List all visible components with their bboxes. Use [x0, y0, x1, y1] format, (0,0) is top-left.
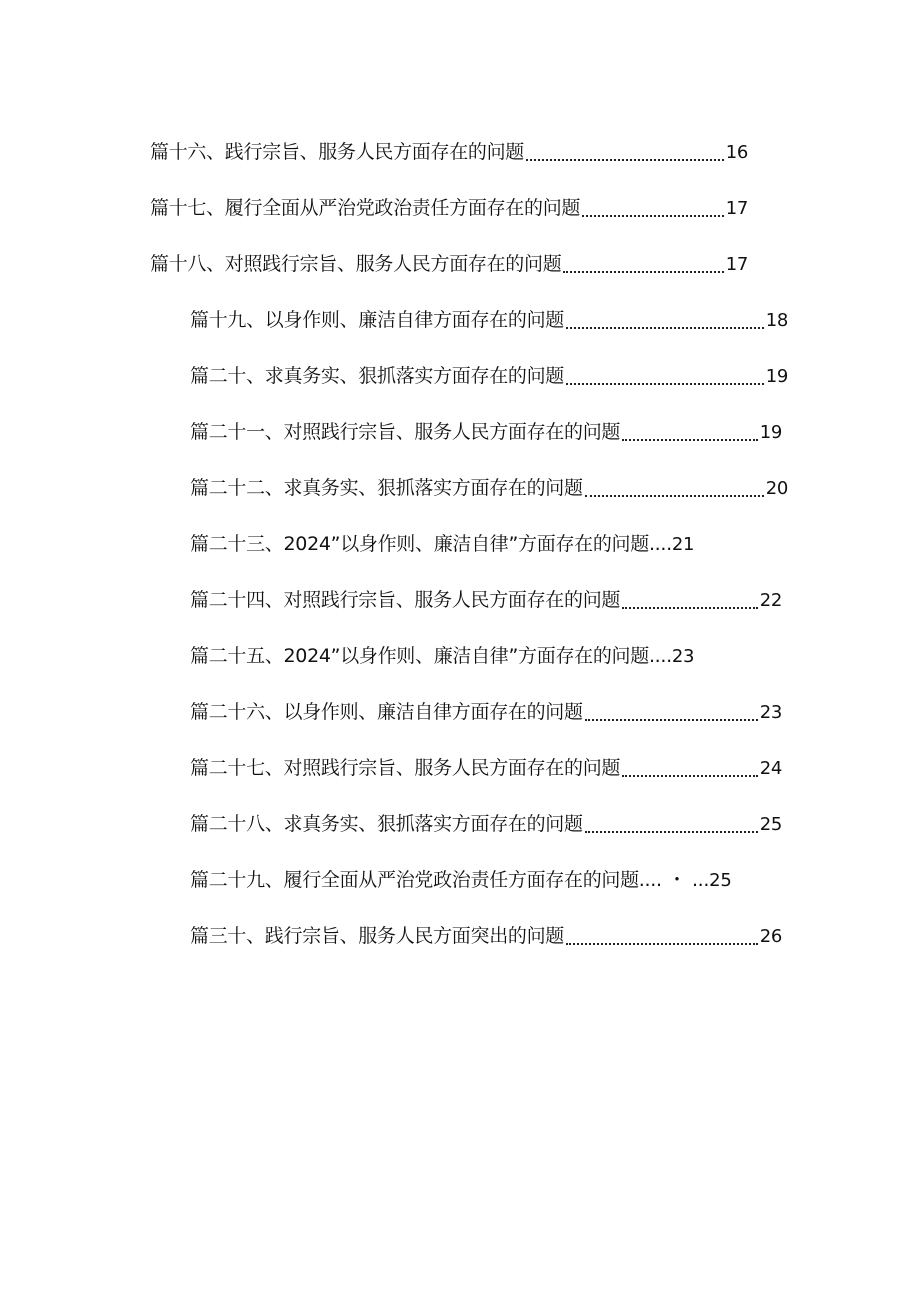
toc-entry-title: 篇二十四、对照践行宗旨、服务人民方面存在的问题: [190, 589, 621, 611]
toc-page-number: 23: [671, 646, 695, 667]
toc-entry[interactable]: [190, 586, 782, 614]
dot-leader: [585, 719, 758, 721]
toc-entry-title: 篇二十五、2024”以身作则、廉洁自律”方面存在的问题....: [190, 645, 672, 667]
toc-entry[interactable]: [190, 866, 731, 894]
dot-leader: [563, 271, 723, 273]
toc-page-number: 17: [725, 198, 748, 219]
toc-entry[interactable]: [190, 810, 782, 838]
toc-entry-title: 篇十八、对照践行宗旨、服务人民方面存在的问题: [150, 253, 562, 275]
toc-page-number: 19: [759, 422, 782, 443]
toc-entry[interactable]: [150, 138, 748, 166]
toc-page-number: 19: [765, 366, 788, 387]
toc-page-number: 23: [759, 702, 782, 723]
toc-page-number: 22: [759, 590, 782, 611]
toc-entry-title: 篇十九、以身作则、廉洁自律方面存在的问题: [190, 309, 565, 331]
toc-entry[interactable]: [190, 642, 694, 670]
toc-page-number: 26: [759, 926, 782, 947]
toc-entry-title: 篇十七、履行全面从严治党政治责任方面存在的问题: [150, 197, 581, 219]
toc-entry[interactable]: [190, 754, 782, 782]
toc-entry-title: 篇三十、践行宗旨、服务人民方面突出的问题: [190, 925, 565, 947]
dot-leader: [566, 383, 764, 385]
dot-leader: [585, 495, 764, 497]
dot-leader: [582, 215, 724, 217]
toc-entry-title: 篇十六、践行宗旨、服务人民方面存在的问题: [150, 141, 525, 163]
toc-page-number: 24: [759, 758, 782, 779]
toc-page-number: 16: [725, 142, 748, 163]
toc-entry-title: 篇二十八、求真务实、狠抓落实方面存在的问题: [190, 813, 583, 835]
toc-entry[interactable]: [150, 194, 748, 222]
toc-entry-title: 篇二十一、对照践行宗旨、服务人民方面存在的问题: [190, 421, 621, 443]
toc-entry[interactable]: [190, 530, 694, 558]
toc-entry-title: 篇二十二、求真务实、狠抓落实方面存在的问题: [190, 477, 583, 499]
toc-entry-title: 篇二十三、2024”以身作则、廉洁自律”方面存在的问题....: [190, 533, 672, 555]
dot-leader: [622, 775, 758, 777]
toc-page-number: 18: [765, 310, 788, 331]
dot-leader: [526, 159, 724, 161]
toc-entry[interactable]: [190, 306, 788, 334]
dot-leader: [622, 607, 758, 609]
toc-entry[interactable]: [190, 922, 782, 950]
dot-leader: [566, 943, 758, 945]
toc-page-number: 17: [725, 254, 748, 275]
toc-entry[interactable]: [190, 698, 782, 726]
toc-entry-title: 篇二十七、对照践行宗旨、服务人民方面存在的问题: [190, 757, 621, 779]
dot-leader: [566, 327, 764, 329]
toc-entry[interactable]: [190, 418, 782, 446]
toc-entry[interactable]: [150, 250, 748, 278]
toc-entry-title: 篇二十六、以身作则、廉洁自律方面存在的问题: [190, 701, 583, 723]
toc-page-number: 20: [765, 478, 788, 499]
dot-leader: [622, 439, 758, 441]
toc-entry-title: 篇二十九、履行全面从严治党政治责任方面存在的问题.... ・ ...: [190, 869, 710, 891]
dot-leader: [585, 831, 758, 833]
toc-entry-title: 篇二十、求真务实、狠抓落实方面存在的问题: [190, 365, 565, 387]
toc-entry[interactable]: [190, 474, 788, 502]
toc-page-number: 21: [671, 534, 695, 555]
toc-entry[interactable]: [190, 362, 788, 390]
toc-page-number: 25: [759, 814, 782, 835]
toc-page-number: 25: [709, 870, 732, 891]
